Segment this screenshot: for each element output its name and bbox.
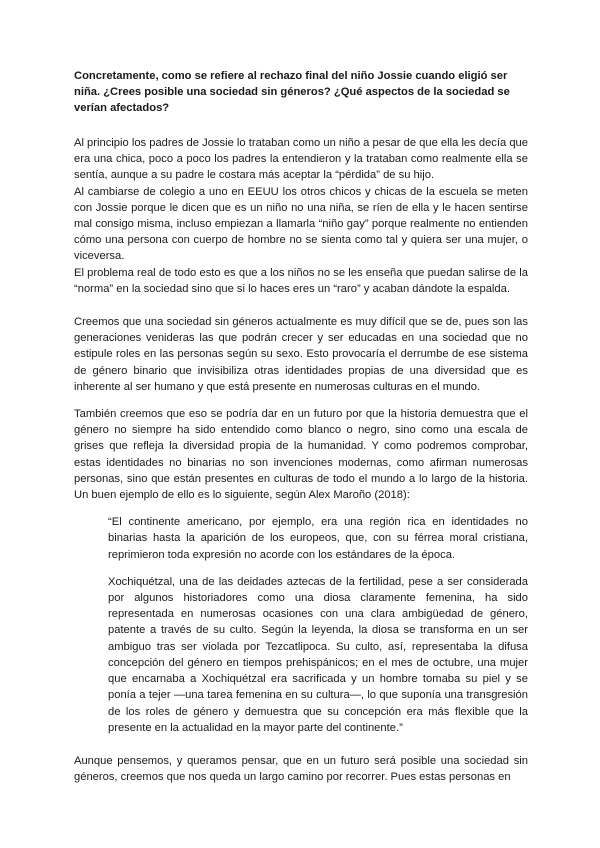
- paragraph-conclusion: Aunque pensemos, y queramos pensar, que en un futuro será posible una sociedad sin géneros, creemos que nos queda un largo camino por recorrer. Pues estas personas en: [74, 754, 528, 784]
- question-heading: Concretamente, como se refiere al rechazo final del niño Jossie cuando eligió ser niña. ¿Crees posible una sociedad sin géneros? ¿Qué aspectos de la sociedad se verían afectados?: [74, 70, 510, 114]
- paragraph-genderless-society: Creemos que una sociedad sin géneros actualmente es muy difícil que se de, pues son las generaciones venideras las que podrán crecer y ser educadas en una sociedad que no estipule roles en las personas según su sexo. Esto provocaría el derrumbe de ese sistema de género binario que invisibiliza otras identidades propias de una diversidad que es inherente al ser humano y que está presente en numerosas culturas en el mundo.: [74, 316, 528, 393]
- paragraph-school: Al cambiarse de colegio a uno en EEUU los otros chicos y chicas de la escuela se meten con Jossie porque le dicen que es un niño no una niña, se ríen de ella y le hacen sentirse mal consigo misma, incluso empiezan a llamarla “niño gay” porque realmente no entienden cómo una persona con cuerpo de hombre no se sienta como tal y quiera ser una mujer, o viceversa.: [74, 185, 528, 263]
- paragraph-history: También creemos que eso se podría dar en un futuro por que la historia demuestra que el género no siempre ha sido entendido como blanco o negro, sino como una escala de grises que refleja la diversidad propia de la humanidad. Y como podremos comprobar, estas identidades no binarias no son invenciones modernas, como afirman numerosas personas, sino que están presentes en culturas de todo el mundo a lo largo de la historia. Un buen ejemplo de ello es lo siguiente, según Alex Maroño (2018):: [74, 408, 528, 502]
- paragraph-parents: Al principio los padres de Jossie lo trataban como un niño a pesar de que ella les decía que era una chica, poco a poco los padres la entendieron y la trataban como realmente ella se sentía, aunque a su padre le costara más aceptar la “pérdida” de su hijo.: [74, 137, 529, 182]
- quote-paragraph-americas: “El continente americano, por ejemplo, era una región rica en identidades no binarias hasta la aparición de los europeos, que, con su férrea moral cristiana, reprimieron toda expresión no acorde con los estándares de la época.: [108, 516, 528, 561]
- quote-paragraph-xochiquetzal: Xochiquétzal, una de las deidades aztecas de la fertilidad, pese a ser considerada por algunos historiadores como una diosa claramente femenina, ha sido representada en numerosas ocasiones con una clara ambigüedad de género, patente a través de su culto. Según la leyenda, la diosa se transforma en un ser ambiguo tras ser violada por Tezcatlipoca. Su culto, así, representaba la difusa concepción del género en tiempos prehispánicos; en el mes de octubre, una mujer que encarnaba a Xochiquétzal era sacrificada y un hombre tomaba su piel y se ponía a tejer —una tarea femenina en su cultura—, lo que suponía una transgresión de los roles de género y demuestra que su concepción era más flexible que la presente en la actualidad en la mayor parte del continente.”: [108, 575, 528, 734]
- paragraph-problem: El problema real de todo esto es que a los niños no se les enseña que puedan salirse de la “norma” en la sociedad sino que si lo haces eres un “raro” y acaban dándote la espalda.: [74, 266, 528, 295]
- block-quote: [108, 514, 528, 736]
